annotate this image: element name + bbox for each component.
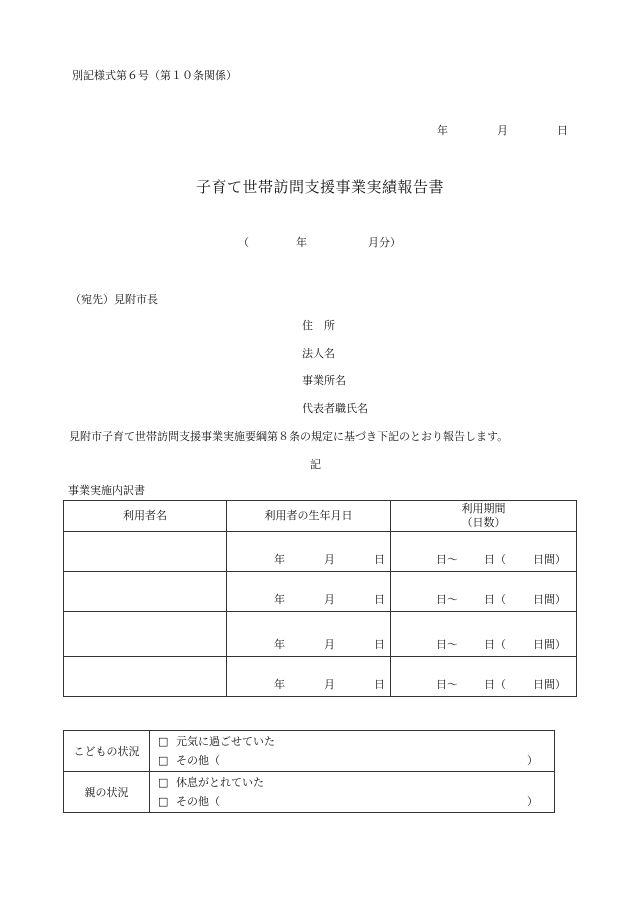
parent-option-other-label: その他（: [176, 795, 220, 808]
period-cell[interactable]: [391, 572, 577, 612]
birth-day-unit: 日: [374, 638, 385, 651]
child-option-other-label: その他（: [176, 754, 220, 767]
period-cell[interactable]: [391, 612, 577, 657]
header-period-line2: （日数）: [461, 516, 506, 529]
period-from-unit: 日〜: [436, 593, 458, 606]
period-to-unit: 日（: [484, 593, 506, 606]
parent-status-label: 親の状況: [64, 772, 150, 813]
submitter-corporation-label: 法人名: [302, 347, 335, 360]
parent-status-options: [150, 772, 555, 813]
period-days-unit: 日間）: [533, 678, 566, 691]
parent-status-row: [64, 772, 555, 813]
addressee: （宛先）見附市長: [70, 293, 158, 306]
user-name-cell[interactable]: [64, 572, 227, 612]
usage-table: [63, 500, 577, 697]
period-from-unit: 日〜: [436, 638, 458, 651]
child-status-row: [64, 731, 555, 772]
period-from-unit: 日〜: [436, 678, 458, 691]
birthdate-cell[interactable]: [227, 612, 391, 657]
period-to-unit: 日（: [484, 553, 506, 566]
header-user-name: 利用者名: [64, 501, 227, 532]
parent-option-rested-label: 休息がとれていた: [176, 776, 264, 789]
period-cell[interactable]: [391, 532, 577, 572]
child-status-options: [150, 731, 555, 772]
period-days-unit: 日間）: [533, 593, 566, 606]
table-row: [64, 572, 577, 612]
birth-day-unit: 日: [374, 553, 385, 566]
ki-heading: 記: [310, 458, 321, 471]
status-table: [63, 730, 555, 813]
period-to-unit: 日（: [484, 638, 506, 651]
birth-year-unit: 年: [274, 593, 285, 606]
user-name-cell[interactable]: [64, 612, 227, 657]
date-month: 月: [497, 124, 508, 137]
document-title: 子育て世帯訪問支援事業実績報告書: [196, 178, 445, 196]
birth-month-unit: 月: [324, 678, 335, 691]
child-option-other[interactable]: [150, 751, 554, 770]
form-id: 別記様式第６号（第１０条関係）: [72, 69, 237, 82]
date-day: 日: [557, 124, 568, 137]
table-row: [64, 612, 577, 657]
period-open: （: [238, 236, 249, 249]
checkbox-icon[interactable]: □: [158, 735, 169, 748]
submitter-office-label: 事業所名: [302, 374, 346, 387]
period-month: 月分）: [368, 236, 401, 249]
period-days-unit: 日間）: [533, 638, 566, 651]
user-name-cell[interactable]: [64, 657, 227, 697]
birth-year-unit: 年: [274, 553, 285, 566]
header-period-line1: 利用期間: [461, 502, 506, 515]
usage-table-header: [64, 501, 577, 532]
breakdown-label: 事業実施内訳書: [68, 484, 145, 497]
child-status-label: こどもの状況: [64, 731, 150, 772]
period-from-unit: 日〜: [436, 553, 458, 566]
period-to-unit: 日（: [484, 678, 506, 691]
submitter-address-label: 住 所: [302, 319, 335, 332]
birth-year-unit: 年: [274, 638, 285, 651]
table-row: [64, 657, 577, 697]
period-days-unit: 日間）: [533, 553, 566, 566]
header-period: [391, 501, 577, 532]
birthdate-cell[interactable]: [227, 657, 391, 697]
child-option-healthy[interactable]: [150, 732, 554, 751]
period-cell[interactable]: [391, 657, 577, 697]
birth-day-unit: 日: [374, 593, 385, 606]
parent-option-rested[interactable]: [150, 773, 554, 792]
submitter-representative-label: 代表者職氏名: [302, 402, 368, 415]
checkbox-icon[interactable]: □: [158, 754, 169, 767]
close-paren: ）: [527, 795, 538, 808]
checkbox-icon[interactable]: □: [158, 795, 169, 808]
birth-month-unit: 月: [324, 593, 335, 606]
birth-year-unit: 年: [274, 678, 285, 691]
close-paren: ）: [527, 754, 538, 767]
period-year: 年: [296, 236, 307, 249]
table-row: [64, 532, 577, 572]
birth-day-unit: 日: [374, 678, 385, 691]
user-name-cell[interactable]: [64, 532, 227, 572]
body-text: 見附市子育て世帯訪問支援事業実施要綱第８条の規定に基づき下記のとおり報告します。: [69, 430, 509, 443]
birth-month-unit: 月: [324, 553, 335, 566]
birthdate-cell[interactable]: [227, 572, 391, 612]
child-option-healthy-label: 元気に過ごせていた: [176, 735, 275, 748]
checkbox-icon[interactable]: □: [158, 776, 169, 789]
date-year: 年: [437, 124, 448, 137]
birth-month-unit: 月: [324, 638, 335, 651]
header-birthdate: 利用者の生年月日: [227, 501, 391, 532]
parent-option-other[interactable]: [150, 792, 554, 811]
birthdate-cell[interactable]: [227, 532, 391, 572]
